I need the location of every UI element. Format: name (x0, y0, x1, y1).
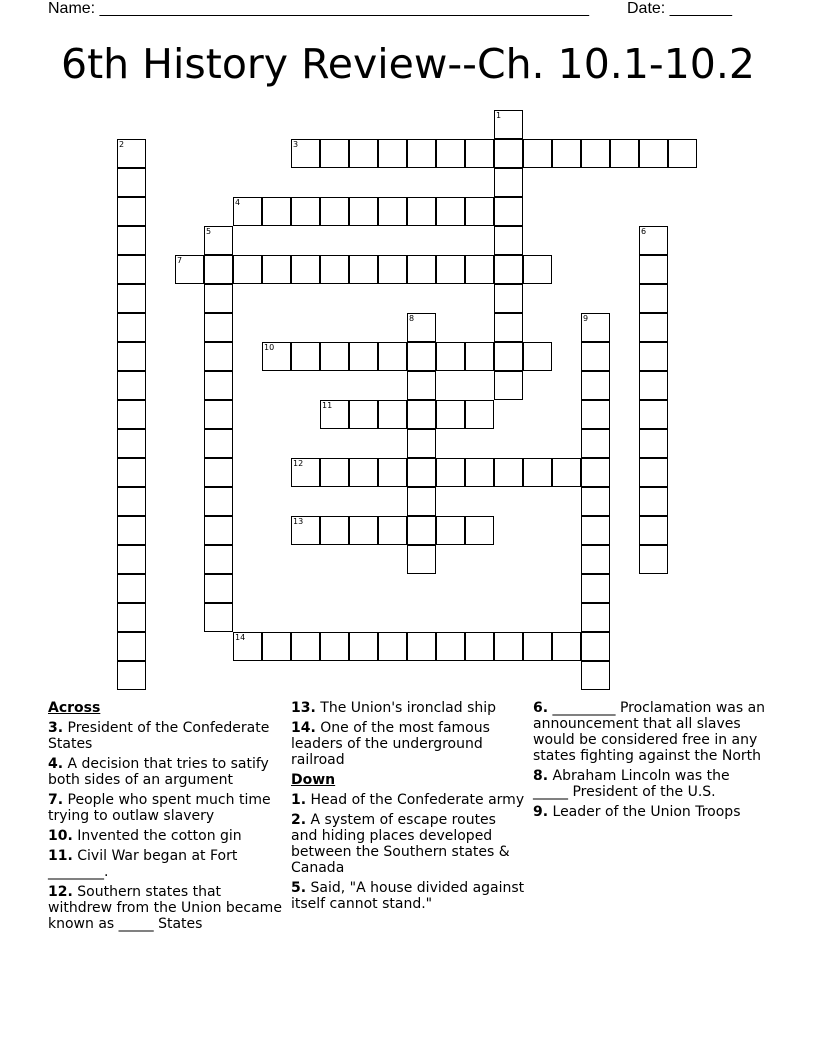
crossword-cell[interactable] (204, 284, 233, 313)
clue-number: 4. (48, 756, 64, 772)
crossword-cell[interactable] (407, 632, 436, 661)
crossword-cell[interactable] (117, 400, 146, 429)
clue-text: One of the most famous leaders of the underground railroad (291, 720, 490, 768)
crossword-cell[interactable] (436, 400, 465, 429)
clue (48, 792, 283, 824)
crossword-cell[interactable] (407, 371, 436, 400)
crossword-cell[interactable] (320, 632, 349, 661)
clue-number: 10 (264, 343, 275, 352)
clue-text: Civil War began at Fort ________. (48, 848, 238, 880)
crossword-cell[interactable] (320, 516, 349, 545)
clue-number: 3 (293, 140, 299, 149)
clue-number: 12. (48, 884, 73, 900)
clue-number: 14. (291, 720, 316, 736)
crossword-cell[interactable] (204, 226, 233, 255)
clue (291, 792, 526, 808)
crossword-cell[interactable] (349, 632, 378, 661)
crossword-cell[interactable] (436, 458, 465, 487)
clue-number: 10. (48, 828, 73, 844)
crossword-cell[interactable] (465, 139, 494, 168)
crossword-cell[interactable] (407, 400, 436, 429)
crossword-cell[interactable] (117, 197, 146, 226)
clue-number: 9. (533, 804, 549, 820)
crossword-cell[interactable] (117, 661, 146, 690)
crossword-cell[interactable] (523, 458, 552, 487)
crossword-cell[interactable] (581, 139, 610, 168)
clue-text: Leader of the Union Troops (552, 804, 741, 820)
crossword-cell[interactable] (523, 255, 552, 284)
crossword-cell[interactable] (320, 139, 349, 168)
crossword-cell[interactable] (320, 400, 349, 429)
crossword-cell[interactable] (581, 574, 610, 603)
crossword-cell[interactable] (639, 487, 668, 516)
clue (48, 884, 283, 932)
crossword-cell[interactable] (349, 458, 378, 487)
crossword-cell[interactable] (581, 545, 610, 574)
crossword-cell[interactable] (262, 255, 291, 284)
crossword-cell[interactable] (407, 342, 436, 371)
date-blank: _______ (669, 0, 732, 17)
crossword-cell[interactable] (378, 400, 407, 429)
crossword-cell[interactable] (407, 313, 436, 342)
clue (291, 880, 526, 912)
clue-number: 8 (409, 314, 415, 323)
crossword-cell[interactable] (233, 255, 262, 284)
crossword-cell[interactable] (204, 371, 233, 400)
clue (48, 720, 283, 752)
crossword-cell[interactable] (117, 255, 146, 284)
crossword-cell[interactable] (175, 255, 204, 284)
clue (533, 804, 768, 820)
clues-column-1 (48, 700, 283, 936)
crossword-cell[interactable] (204, 255, 233, 284)
crossword-cell[interactable] (639, 371, 668, 400)
across-heading: Across (48, 700, 101, 716)
page-title: 6th History Review--Ch. 10.1-10.2 (61, 40, 755, 88)
crossword-cell[interactable] (204, 342, 233, 371)
crossword-cell[interactable] (117, 487, 146, 516)
crossword-cell[interactable] (117, 429, 146, 458)
crossword-cell[interactable] (204, 603, 233, 632)
crossword-cell[interactable] (117, 516, 146, 545)
crossword-cell[interactable] (581, 342, 610, 371)
clue (533, 700, 768, 764)
clue-number: 1. (291, 792, 307, 808)
crossword-cell[interactable] (407, 458, 436, 487)
crossword-cell[interactable] (117, 168, 146, 197)
crossword-cell[interactable] (436, 255, 465, 284)
crossword-cell[interactable] (204, 545, 233, 574)
crossword-cell[interactable] (204, 400, 233, 429)
crossword-cell[interactable] (465, 255, 494, 284)
crossword-cell[interactable] (581, 516, 610, 545)
crossword-cell[interactable] (378, 139, 407, 168)
crossword-cell[interactable] (639, 458, 668, 487)
crossword-cell[interactable] (349, 255, 378, 284)
crossword-cell[interactable] (639, 516, 668, 545)
crossword-cell[interactable] (552, 632, 581, 661)
crossword-cell[interactable] (581, 313, 610, 342)
clue-text: People who spent much time trying to outlaw slavery (48, 792, 271, 824)
crossword-cell[interactable] (436, 516, 465, 545)
crossword-cell[interactable] (117, 342, 146, 371)
crossword-cell[interactable] (465, 197, 494, 226)
crossword-cell[interactable] (117, 226, 146, 255)
clue-number: 9 (583, 314, 589, 323)
name-blank: _______________________________________________________ (99, 0, 589, 17)
clue-number: 5. (291, 880, 307, 896)
crossword-cell[interactable] (117, 371, 146, 400)
date-label: Date: (627, 0, 666, 17)
crossword-cell[interactable] (320, 255, 349, 284)
name-label: Name: (48, 0, 96, 17)
crossword-cell[interactable] (523, 139, 552, 168)
crossword-cell[interactable] (204, 313, 233, 342)
clue-number: 5 (206, 227, 212, 236)
crossword-cell[interactable] (581, 661, 610, 690)
clues-column-2 (291, 700, 526, 916)
crossword-cell[interactable] (581, 429, 610, 458)
crossword-cell[interactable] (494, 197, 523, 226)
crossword-cell[interactable] (117, 313, 146, 342)
crossword-cell[interactable] (204, 516, 233, 545)
crossword-cell[interactable] (117, 632, 146, 661)
crossword-cell[interactable] (117, 139, 146, 168)
crossword-cell[interactable] (378, 632, 407, 661)
crossword-cell[interactable] (233, 197, 262, 226)
clue (533, 768, 768, 800)
crossword-cell[interactable] (494, 255, 523, 284)
clue-text: Invented the cotton gin (77, 828, 242, 844)
crossword-cell[interactable] (117, 545, 146, 574)
crossword-cell[interactable] (581, 371, 610, 400)
crossword-cell[interactable] (204, 429, 233, 458)
crossword-cell[interactable] (552, 458, 581, 487)
crossword-cell[interactable] (465, 516, 494, 545)
crossword-cell[interactable] (407, 545, 436, 574)
clue-number: 2 (119, 140, 125, 149)
clue-number: 13 (293, 517, 304, 526)
crossword-cell[interactable] (117, 284, 146, 313)
crossword-cell[interactable] (436, 632, 465, 661)
crossword-cell[interactable] (494, 168, 523, 197)
crossword-cell[interactable] (320, 458, 349, 487)
crossword-cell[interactable] (494, 458, 523, 487)
crossword-cell[interactable] (378, 458, 407, 487)
crossword-cell[interactable] (407, 487, 436, 516)
crossword-cell[interactable] (494, 342, 523, 371)
crossword-cell[interactable] (117, 574, 146, 603)
clue (291, 720, 526, 768)
clue (291, 700, 526, 716)
crossword-cell[interactable] (639, 226, 668, 255)
clue-number: 13. (291, 700, 316, 716)
clue-number: 2. (291, 812, 307, 828)
clue-text: A decision that tries to satify both sides of an argument (48, 756, 269, 788)
crossword-cell[interactable] (378, 342, 407, 371)
down-heading: Down (291, 772, 336, 788)
crossword-cell[interactable] (581, 400, 610, 429)
crossword-cell[interactable] (581, 632, 610, 661)
clue-number: 6. (533, 700, 549, 716)
crossword-cell[interactable] (436, 197, 465, 226)
crossword-cell[interactable] (320, 342, 349, 371)
clue (48, 828, 283, 844)
clue-number: 14 (235, 633, 246, 642)
clue-text: _________ Proclamation was an announcement that all slaves would be considered free in any states fighting against the North (533, 700, 766, 764)
clue-text: Head of the Confederate army (310, 792, 525, 808)
crossword-cell[interactable] (465, 458, 494, 487)
crossword-cell[interactable] (117, 603, 146, 632)
clue-text: Said, "A house divided against itself cannot stand." (291, 880, 525, 912)
crossword-cell[interactable] (436, 139, 465, 168)
crossword-cell[interactable] (262, 197, 291, 226)
date-field[interactable] (627, 0, 732, 18)
crossword-cell[interactable] (204, 574, 233, 603)
crossword-cell[interactable] (378, 516, 407, 545)
clue-number: 12 (293, 459, 304, 468)
clue-number: 11 (322, 401, 333, 410)
crossword-cell[interactable] (639, 545, 668, 574)
clue-text: President of the Confederate States (48, 720, 270, 752)
clue-number: 1 (496, 111, 502, 120)
crossword-cell[interactable] (407, 516, 436, 545)
crossword-cell[interactable] (494, 284, 523, 313)
crossword-cell[interactable] (581, 458, 610, 487)
crossword-cell[interactable] (523, 342, 552, 371)
crossword-cell[interactable] (668, 139, 697, 168)
crossword-cell[interactable] (639, 255, 668, 284)
crossword-cell[interactable] (233, 632, 262, 661)
crossword-cell[interactable] (204, 487, 233, 516)
name-field[interactable] (48, 0, 589, 18)
crossword-cell[interactable] (494, 632, 523, 661)
crossword-cell[interactable] (407, 255, 436, 284)
clue-text: A system of escape routes and hiding places developed between the Southern states & Canada (291, 812, 510, 876)
crossword-cell[interactable] (639, 313, 668, 342)
crossword-cell[interactable] (494, 226, 523, 255)
crossword-cell[interactable] (407, 197, 436, 226)
clue-text: The Union's ironclad ship (320, 700, 497, 716)
clue-number: 8. (533, 768, 549, 784)
crossword-cell[interactable] (639, 400, 668, 429)
crossword-cell[interactable] (262, 342, 291, 371)
crossword-cell[interactable] (378, 197, 407, 226)
crossword-cell[interactable] (523, 632, 552, 661)
clue-number: 4 (235, 198, 241, 207)
crossword-cell[interactable] (639, 139, 668, 168)
crossword-cell[interactable] (378, 255, 407, 284)
crossword-cell[interactable] (581, 487, 610, 516)
crossword-cell[interactable] (552, 139, 581, 168)
crossword-cell[interactable] (494, 371, 523, 400)
crossword-cell[interactable] (581, 603, 610, 632)
crossword-cell[interactable] (407, 429, 436, 458)
clue-number: 7. (48, 792, 64, 808)
crossword-cell[interactable] (465, 632, 494, 661)
crossword-cell[interactable] (291, 342, 320, 371)
crossword-cell[interactable] (494, 139, 523, 168)
clue-number: 7 (177, 256, 183, 265)
crossword-cell[interactable] (465, 400, 494, 429)
clue-number: 3. (48, 720, 64, 736)
crossword-cell[interactable] (639, 429, 668, 458)
crossword-cell[interactable] (349, 516, 378, 545)
clue (48, 848, 283, 880)
crossword-cell[interactable] (349, 342, 378, 371)
crossword-cell[interactable] (436, 342, 465, 371)
clue (291, 812, 526, 876)
crossword-cell[interactable] (291, 516, 320, 545)
crossword-cell[interactable] (639, 284, 668, 313)
crossword-cell[interactable] (291, 632, 320, 661)
clue-number: 11. (48, 848, 73, 864)
crossword-cell[interactable] (291, 255, 320, 284)
clue (48, 756, 283, 788)
crossword-cell[interactable] (494, 110, 523, 139)
clue-number: 6 (641, 227, 647, 236)
crossword-cell[interactable] (204, 458, 233, 487)
crossword-cell[interactable] (320, 197, 349, 226)
clues-column-3 (533, 700, 768, 824)
crossword-cell[interactable] (465, 342, 494, 371)
crossword-cell[interactable] (262, 632, 291, 661)
clue-text: Abraham Lincoln was the _____ President of the U.S. (533, 768, 730, 800)
crossword-cell[interactable] (291, 197, 320, 226)
crossword-cell[interactable] (349, 139, 378, 168)
crossword-cell[interactable] (291, 458, 320, 487)
crossword-cell[interactable] (291, 139, 320, 168)
crossword-cell[interactable] (407, 139, 436, 168)
crossword-cell[interactable] (610, 139, 639, 168)
clue-text: Southern states that withdrew from the Union became known as _____ States (48, 884, 282, 932)
crossword-cell[interactable] (349, 197, 378, 226)
crossword-cell[interactable] (349, 400, 378, 429)
crossword-cell[interactable] (117, 458, 146, 487)
crossword-cell[interactable] (639, 342, 668, 371)
crossword-cell[interactable] (494, 313, 523, 342)
